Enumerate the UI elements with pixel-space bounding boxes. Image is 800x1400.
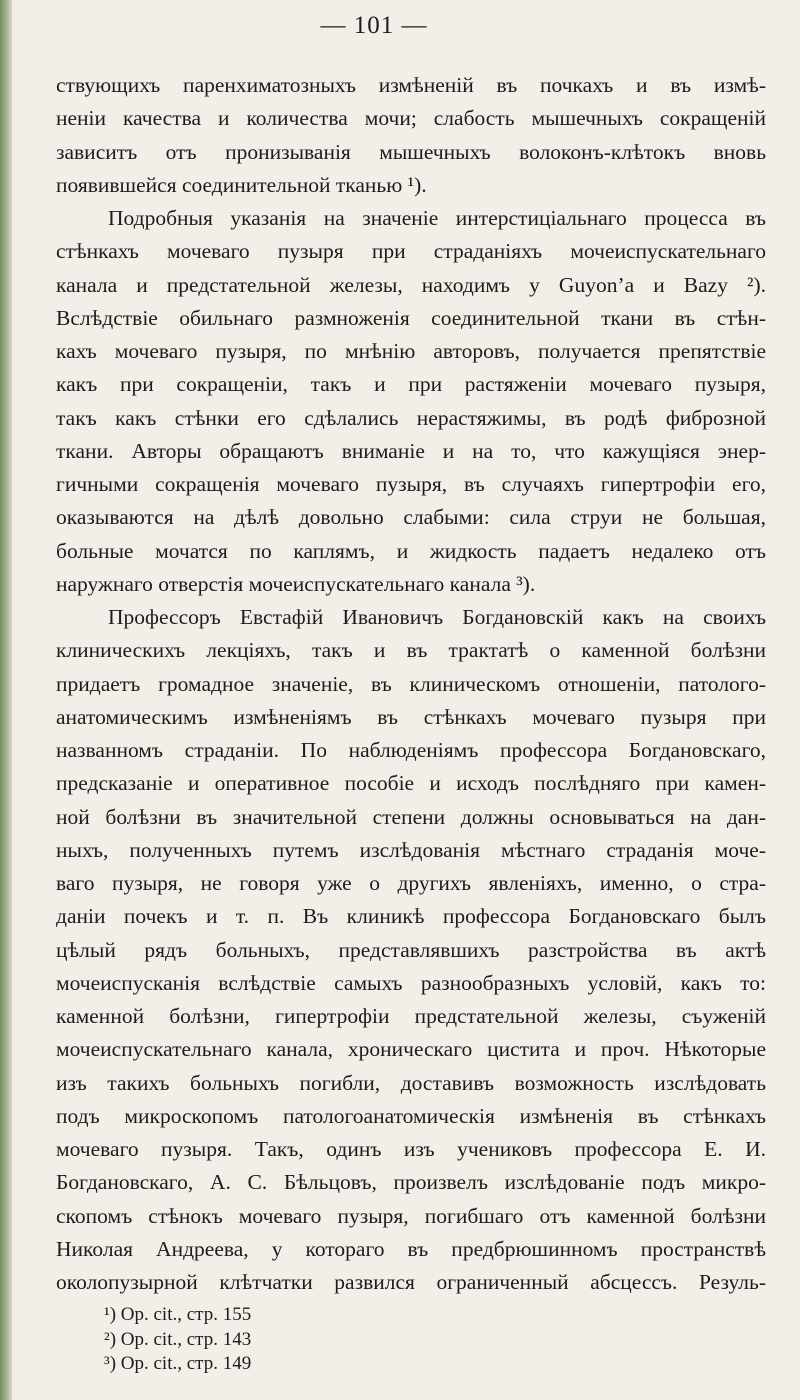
text-line: наружнаго отверстія мочеиспускательнаго канала ³). [56, 571, 536, 596]
text-line: названномъ страданіи. По наблюденіямъ профессора Богдановскаго, [56, 738, 766, 762]
text-line: больные мочатся по каплямъ, и жидкость падаетъ недалеко отъ [56, 538, 766, 563]
text-line: появившейся соединительной тканью ¹). [56, 172, 427, 197]
text-line: стѣнкахъ мочеваго пузыря при страданіяхъ мочеиспускательнаго [56, 239, 766, 264]
text-line: ной болѣзни въ значительной степени должны основываться на дан- [56, 804, 766, 829]
text-line: мочеиспусканія вслѣдствіе самыхъ разнообразныхъ условій, какъ то: [56, 970, 766, 995]
text-line: клиническихъ лекціяхъ, такъ и въ трактатѣ о каменной болѣзни [56, 638, 766, 663]
text-line: оказываются на дѣлѣ довольно слабыми: сила струи не большая, [56, 505, 766, 530]
text-line: каменной болѣзни, гипертрофіи предстательной железы, съуженій [56, 1004, 766, 1028]
text-line: канала и предстательной железы, находимъ у Guyon’а и Bazy ²). [56, 272, 766, 297]
text-line: Подробныя указанія на значеніе интерстиціальнаго процесса въ [108, 206, 766, 230]
text-line: мочеваго пузыря. Такъ, одинъ изъ учениковъ профессора Е. И. [56, 1137, 766, 1161]
text-line: зависитъ отъ пронизыванія мышечныхъ волоконъ-клѣтокъ вновь [56, 139, 766, 164]
text-line: какъ при сокращеніи, такъ и при растяженіи мочеваго пузыря, [56, 372, 766, 397]
footnote: ³) Op. cit., стр. 149 [104, 1353, 252, 1374]
text-line: анатомическимъ измѣненіямъ въ стѣнкахъ мочеваго пузыря при [56, 704, 766, 729]
text-line: околопузырной клѣтчатки развился ограниченный абсцессъ. Резуль- [56, 1270, 766, 1294]
text-line: ствующихъ паренхиматозныхъ измѣненій въ почкахъ и въ измѣ- [56, 73, 766, 97]
text-line: ваго пузыря, не говоря уже о другихъ явленіяхъ, именно, о стра- [56, 871, 766, 895]
page-number: — 101 — [320, 12, 428, 39]
text-line: гичными сокращенія мочеваго пузыря, въ случаяхъ гипертрофіи его, [56, 472, 766, 496]
text-line: кахъ мочеваго пузыря, по мнѣнію авторовъ, получается препятствіе [56, 339, 766, 363]
text-line: ткани. Авторы обращаютъ вниманіе и на то, что кажущіяся энер- [56, 438, 766, 463]
body-text [56, 69, 766, 1299]
text-line: скопомъ стѣнокъ мочеваго пузыря, погибшаго отъ каменной болѣзни [56, 1203, 766, 1228]
text-line: изъ такихъ больныхъ погибли, доставивъ возможность изслѣдовать [56, 1070, 766, 1095]
text-line: цѣлый рядъ больныхъ, представлявшихъ разстройства въ актѣ [56, 937, 766, 962]
text-line: даніи почекъ и т. п. Въ клиникѣ профессора Богдановскаго былъ [56, 904, 766, 929]
text-line: предсказаніе и оперативное пособіе и исходъ послѣдняго при камен- [56, 771, 766, 796]
text-line: Николая Андреева, у котораго въ предбрюшинномъ пространствѣ [56, 1236, 766, 1261]
text-line: придаетъ громадное значеніе, въ клиническомъ отношеніи, патолого- [56, 671, 766, 696]
text-line: подъ микроскопомъ патологоанатомическія измѣненія въ стѣнкахъ [56, 1103, 766, 1128]
text-line: Вслѣдствіе обильнаго размноженія соединительной ткани въ стѣн- [56, 305, 766, 330]
page-left-edge [0, 0, 12, 1400]
text-line: неніи качества и количества мочи; слабость мышечныхъ сокращеній [56, 106, 766, 131]
text-line: Профессоръ Евстафій Ивановичъ Богдановскій какъ на своихъ [108, 605, 766, 629]
footnote: ²) Op. cit., стр. 143 [104, 1328, 252, 1350]
text-line: ныхъ, полученныхъ путемъ изслѣдованія мѣстнаго страданія моче- [56, 837, 766, 862]
text-line: Богдановскаго, А. С. Бѣльцовъ, произвелъ изслѣдованіе подъ микро- [56, 1170, 766, 1195]
text-line: такъ какъ стѣнки его сдѣлались нерастяжимы, въ родѣ фиброзной [56, 405, 766, 430]
footnote: ¹) Op. cit., стр. 155 [104, 1304, 252, 1325]
text-line: мочеиспускательнаго канала, хроническаго цистита и проч. Нѣкоторые [56, 1037, 766, 1062]
footnotes [104, 1303, 404, 1377]
